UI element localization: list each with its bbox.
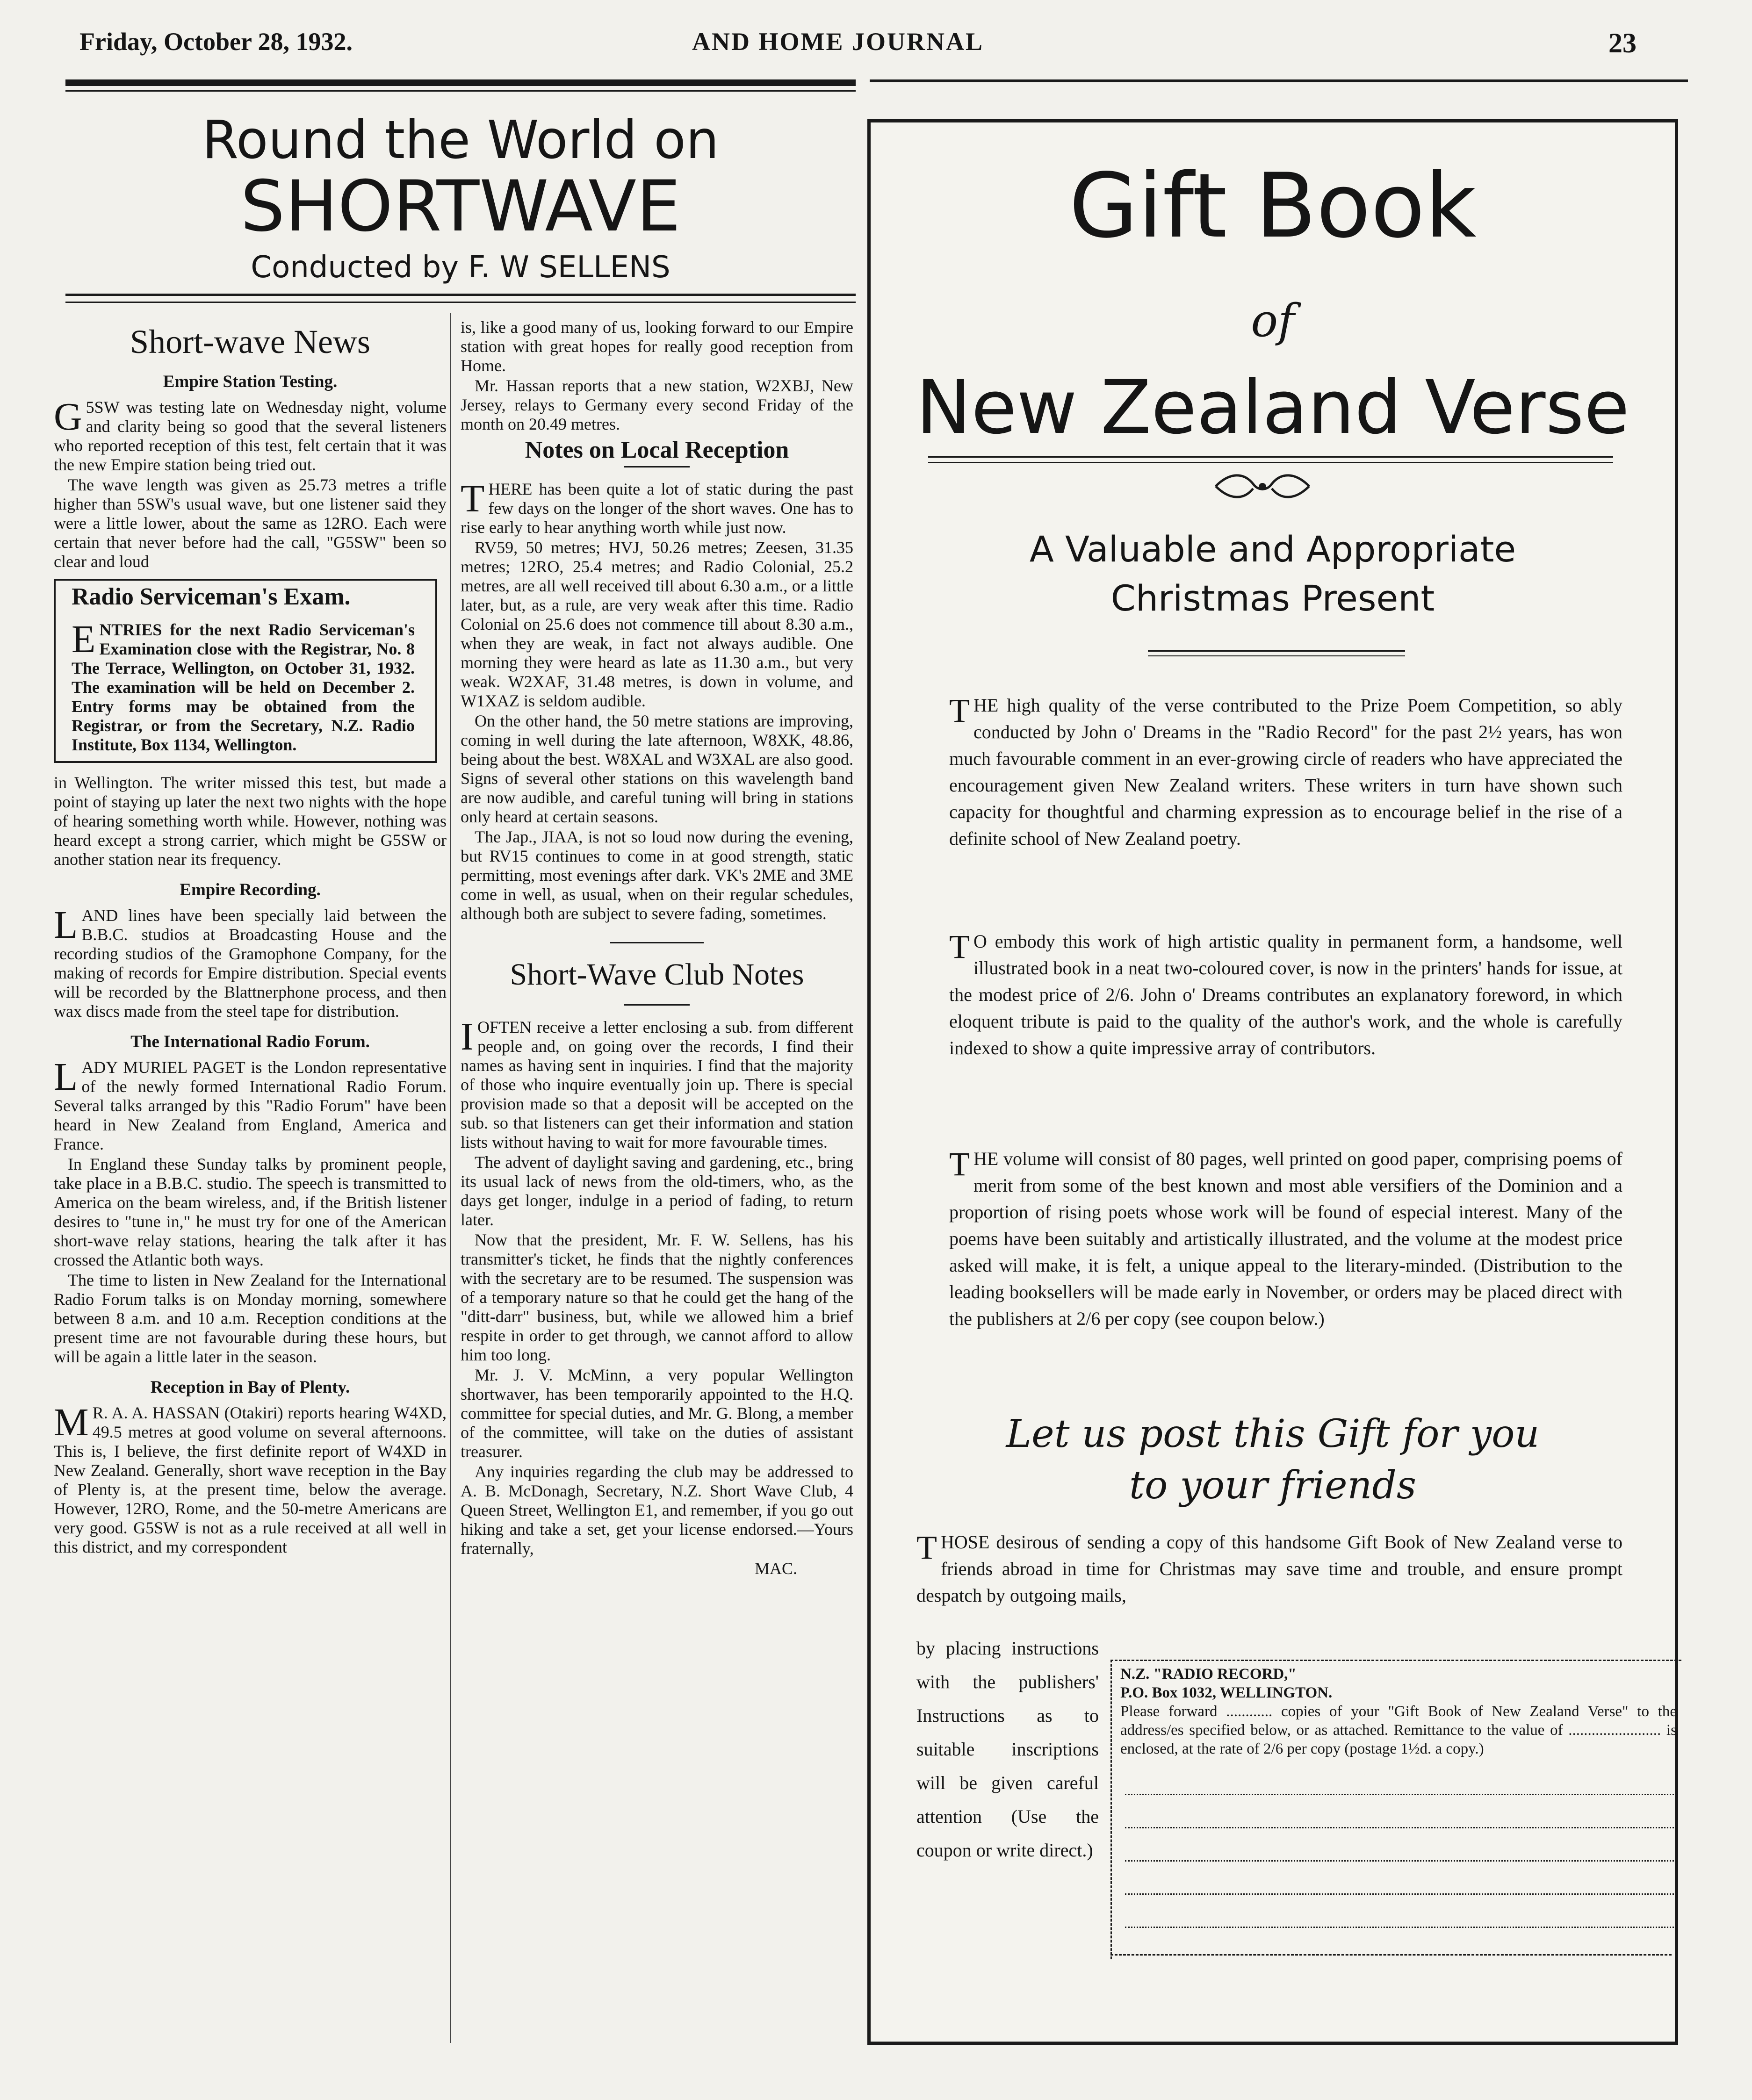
coupon-cut-line <box>1110 1954 1672 1956</box>
coupon-address-line[interactable] <box>1125 1905 1677 1928</box>
short-rule <box>624 466 690 467</box>
masthead-rule <box>65 294 856 296</box>
exam-notice-title: Radio Serviceman's Exam. <box>72 583 351 610</box>
advert-rule-short <box>1148 650 1405 652</box>
paragraph: Mr. J. V. McMinn, a very popular Wellington shortwaver, has been temporarily appointed to the H.Q. committee for special duties, and Mr. G. Blong, a member of the committee, will take on the duties of assistant treasurer. <box>461 1366 853 1461</box>
paragraph: is, like a good many of us, looking forward to our Empire station with great hopes for really good reception from Home. <box>461 318 853 375</box>
paragraph: Now that the president, Mr. F. W. Sellens, has his transmitter's ticket, he finds that the nightly conferences with the secretary are to be resumed. The suspension was of a temporary nature so that he could get the hang of the "ditt-darr" business, but, while we allowed him a brief respite in order to get through, we cannot afford to allow him too long. <box>461 1230 853 1364</box>
paragraph: G 5SW was testing late on Wednesday night, volume and clarity being so good that the several listeners who reported reception of this test, felt certain that it was the new Empire station being tried out. <box>54 395 447 474</box>
paragraph: On the other hand, the 50 metre stations are improving, coming in well during the late afternoon, W8XK, 48.86, being about the best. W8XAL and W3XAL are also good. Signs of several other stations on this wavelength band are now audible, and careful tuning will bring in stations only heard at certain seasons. <box>461 712 853 826</box>
coupon-address-line[interactable] <box>1125 1872 1677 1895</box>
paragraph: The Jap., JIAA, is not so loud now during the evening, but RV15 continues to come in at good strength, static permitting, most evenings after dark. VK's 2ME and 3ME come in well, as usual, when on their regular schedules, although both are subject to severe fading, sometimes. <box>461 827 853 923</box>
section-heading-local-reception: Notes on Local Reception <box>525 437 789 463</box>
coupon-address-line[interactable] <box>1125 1839 1677 1862</box>
coupon-address-line[interactable] <box>1125 1772 1677 1795</box>
advert-rule-thin <box>928 462 1613 463</box>
header-rule <box>65 79 856 86</box>
masthead-byline: Conducted by F. W SELLENS <box>251 250 671 285</box>
coupon-text: Please forward ............ copies of your "Gift Book of New Zealand Verse" to the address/es specified below, or as attached. Remittance to the value of ........................ is enclosed, at the rate of 2/6 per copy (postage 1½d. a copy.) <box>1120 1703 1677 1757</box>
coupon-address-line[interactable] <box>1125 1805 1677 1828</box>
paragraph: LAND lines have been specially laid between the B.B.C. studios at Broadcasting House and the recording studios of the Gramophone Company, for the making of records for Empire distribution. Special events will be recorded by the Blattnerphone process, and then wax discs made from the steel tape for distribution. <box>54 903 447 1021</box>
paragraph: The advent of daylight saving and gardening, etc., bring its usual lack of news from the old-timers, who, as the days get longer, indulge in a period of fading, to return later. <box>461 1153 853 1229</box>
subheading-empire-recording: Empire Recording. <box>180 880 321 899</box>
header-rule-right <box>870 79 1688 82</box>
short-rule <box>610 942 704 943</box>
journal-name: AND HOME JOURNAL <box>692 28 984 56</box>
paragraph: The wave length was given as 25.73 metres a trifle higher than 5SW's usual wave, but one listener said they were a little lower, about the same as 12RO. Each were certain that never before had the call, "G5SW" been so clear and loud <box>54 475 447 571</box>
short-rule <box>624 1004 690 1006</box>
advert-title: Gift Book <box>1069 154 1477 258</box>
exam-notice-text: ENTRIES for the next Radio Serviceman's Examination close with the Registrar, No. 8 The Terrace, Wellington, on October 31, 1932. The examination will be held on December 2. Entry forms may be obtained from the Registrar, or from the Secretary, N.Z. Radio Institute, Box 1134, Wellington. <box>72 618 415 754</box>
paragraph: In England these Sunday talks by prominent people, take place in a B.B.C. studio. The speech is transmitted to America on the beam wireless, and, if the British listener desires to "tune in," he must try for one of the American short-wave relay stations, hearing the talk after it has crossed the Atlantic both ways. <box>54 1155 447 1269</box>
advert-paragraph-1: THE high quality of the verse contributed to the Prize Poem Competition, so ably conducted by John o' Dreams in the "Radio Record" for the past 2½ years, has won much favourable comment in an ever-growing circle of readers who have appreciated the encouragement given New Zealand writers. These writers in turn have shown such capacity for thoughtful and charming expression as to encourage belief in the rise of a definite school of New Zealand poetry. <box>949 692 1622 849</box>
subheading-empire-testing: Empire Station Testing. <box>163 372 338 391</box>
paragraph: IOFTEN receive a letter enclosing a sub. from different people and, on going over the records, I find their names as having sent in inquiries. I find that the majority of those who inquire eventually join up. There is special provision made so that a deposit will be accepted on the sub. so that listeners can get their information and station lists without having to wait for more favourable times. <box>461 1015 853 1151</box>
advert-rule <box>928 456 1613 458</box>
advert-rule-short-thin <box>1148 655 1405 656</box>
signature: MAC. <box>754 1559 797 1578</box>
section-heading-news: Short-wave News <box>130 323 370 360</box>
subheading-bay-of-plenty: Reception in Bay of Plenty. <box>150 1378 350 1397</box>
paragraph: The time to listen in New Zealand for the International Radio Forum talks is on Monday morning, somewhere between 8 a.m. and 10 a.m. Reception conditions at the present time are not favourable during these hours, but will be again a little later in the season. <box>54 1271 447 1366</box>
advert-paragraph-3: THE volume will consist of 80 pages, well printed on good paper, comprising poems of merit from some of the best known and most able versifiers of the Dominion and a proportion of rising poets whose work will be found of especial interest. Many of the poems have been suitably and artistically illustrated, and the volume at the modest price asked will make, it is felt, a unique appeal to the literary-minded. (Distribution to the leading booksellers will be made early in November, or orders may be placed direct with the publishers at 2/6 per copy (see coupon below.) <box>949 1145 1622 1329</box>
paragraph: THERE has been quite a lot of static during the past few days on the longer of the short waves. One has to rise early to hear anything worth while just now. <box>461 477 853 537</box>
coupon-address: N.Z. "RADIO RECORD," <box>1120 1666 1297 1683</box>
issue-date: Friday, October 28, 1932. <box>79 28 353 56</box>
paragraph: M R. A. A. HASSAN (Otakiri) reports hearing W4XD, 49.5 metres at good volume on several afternoons. This is, I believe, the first definite report of W4XD in New Zealand. Generally, short wave reception in the Bay of Plenty is, at the present time, below the average. However, 12RO, Rome, and the 50-metre Americans are very good. G5SW is not as a rule received at all well in this district, and my correspondent <box>54 1401 447 1556</box>
advert-title-of: of <box>1251 295 1295 347</box>
masthead-rule-thin <box>65 302 856 303</box>
ornament-icon <box>1211 470 1314 503</box>
column-middle <box>461 318 853 1578</box>
advert-instructions: by placing instructions with the publishers' Instructions as to suitable inscriptions will be given careful attention (Use the coupon or write direct.) <box>916 1638 1099 1861</box>
page-number: 23 <box>1608 28 1637 58</box>
paragraph: LADY MURIEL PAGET is the London representative of the newly formed International Radio Forum. Several talks arranged by this "Radio Forum" have been heard in New Zealand from England, America and France. <box>54 1055 447 1153</box>
advert-cta-2: to your friends <box>1129 1463 1416 1508</box>
paragraph: RV59, 50 metres; HVJ, 50.26 metres; Zeesen, 31.35 metres; 12RO, 25.4 metres; and Radio Colonial, 25.2 metres, are all well received till about 6.30 a.m., or a little later, but, as a rule, are very weak after this time. Radio Colonial on 25.6 does not commence till about 8.30 a.m., when they are weak, in fact not always audible. One morning they were heard as late as 11.30 a.m., but very weak. W2XAF, 31.48 metres, is down in volume, and W1XAZ is seldom audible. <box>461 538 853 710</box>
coupon-box: P.O. Box 1032, WELLINGTON. <box>1120 1684 1333 1701</box>
advert-subtitle: A Valuable and Appropriate <box>1029 528 1516 570</box>
paragraph: Mr. Hassan reports that a new station, W2XBJ, New Jersey, relays to Germany every second Friday of the month on 20.49 metres. <box>461 376 853 433</box>
paragraph: Any inquiries regarding the club may be addressed to A. B. McDonagh, Secretary, N.Z. Short Wave Club, 4 Queen Street, Wellington E1, and remember, if you go out hiking and take a set, get your license endorsed.—Yours fraternally, <box>461 1462 853 1558</box>
advert-subtitle-2: Christmas Present <box>1110 577 1435 619</box>
advert-paragraph-4: THOSE desirous of sending a copy of this handsome Gift Book of New Zealand verse to friends abroad in time for Christmas may save time and trouble, and ensure prompt despatch by outgoing mails, <box>916 1529 1622 1606</box>
paragraph: in Wellington. The writer missed this test, but made a point of staying up later the next two nights with the hope of hearing something worth while. However, nothing was heard except a strong carrier, which might be G5SW or another station near its frequency. <box>54 773 447 869</box>
header-rule-thin <box>65 90 856 92</box>
order-coupon[interactable] <box>1110 1660 1681 1959</box>
masthead-title: SHORTWAVE <box>240 166 681 247</box>
column-left <box>54 318 447 1558</box>
advert-paragraph-2: T O embody this work of high artistic quality in permanent form, a handsome, well illustrated book in a neat two-coloured cover, is now in the printers' hands for issue, at the modest price of 2/6. John o' Dreams contributes an explanatory foreword, in which eloquent tribute is paid to the quality of the author's work, and the whole is carefully indexed to show a quite impressive array of contributors. <box>949 928 1622 1058</box>
advert-title-verse: New Zealand Verse <box>916 365 1629 451</box>
exam-notice-box <box>54 579 437 763</box>
column-divider <box>450 313 451 2043</box>
subheading-radio-forum: The International Radio Forum. <box>130 1032 370 1051</box>
advert-cta: Let us post this Gift for you <box>1006 1412 1540 1456</box>
section-heading-club-notes: Short-Wave Club Notes <box>510 957 804 992</box>
masthead-line1: Round the World on <box>202 110 719 171</box>
